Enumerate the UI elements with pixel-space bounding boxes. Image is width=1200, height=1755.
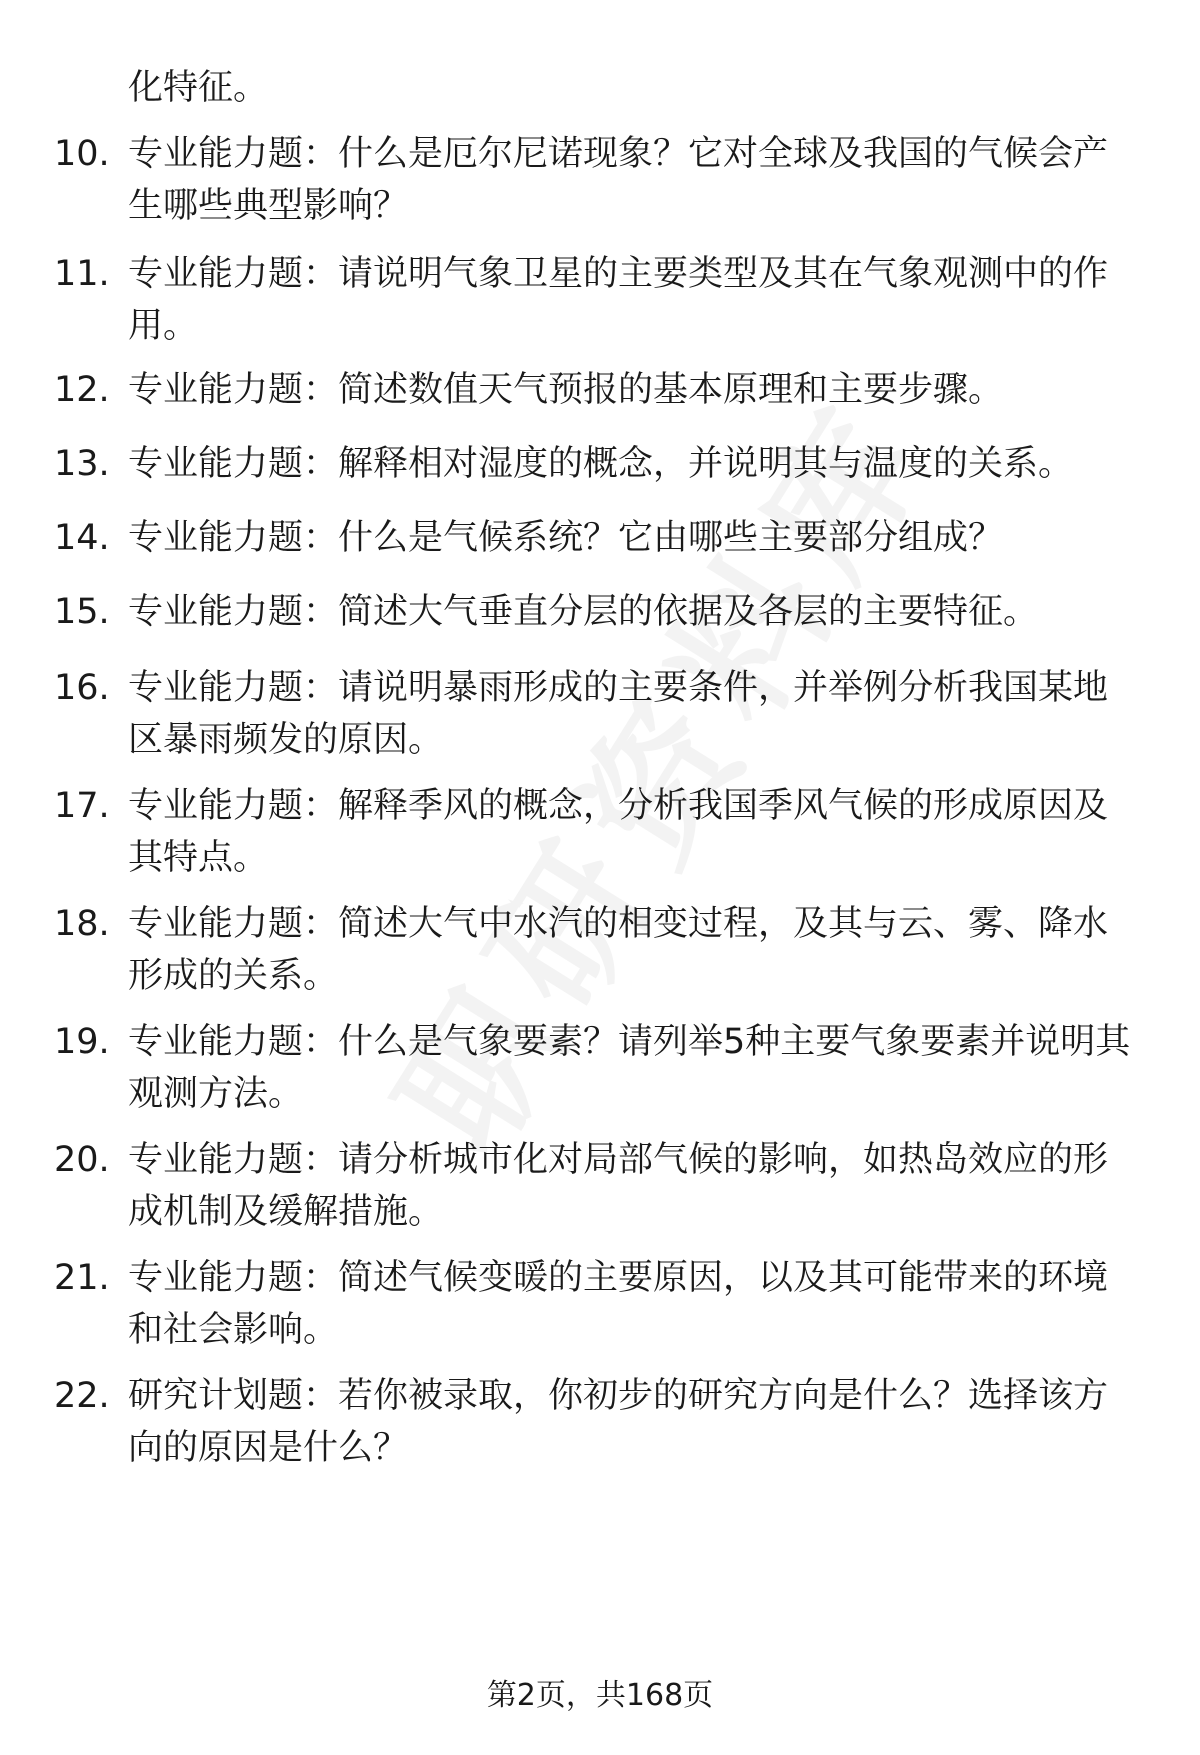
question-text: 专业能力题：请分析城市化对局部气候的影响，如热岛效应的形成机制及缓解措施。 (128, 1140, 1109, 1232)
question-text: 研究计划题：若你被录取，你初步的研究方向是什么？选择该方向的原因是什么？ (128, 1376, 1109, 1468)
continuation-text: 化特征。 (128, 68, 269, 108)
question-number: 13. (54, 444, 110, 484)
question-text: 专业能力题：什么是气候系统？它由哪些主要部分组成？ (128, 518, 1004, 558)
question-text: 专业能力题：什么是气象要素？请列举5种主要气象要素并说明其观测方法。 (128, 1022, 1131, 1114)
question-number: 10. (54, 134, 110, 174)
question-number: 17. (54, 786, 110, 826)
question-number: 19. (54, 1022, 110, 1062)
question-text: 专业能力题：请说明暴雨形成的主要条件，并举例分析我国某地区暴雨频发的原因。 (128, 668, 1109, 760)
question-text: 专业能力题：简述气候变暖的主要原因，以及其可能带来的环境和社会影响。 (128, 1258, 1109, 1350)
question-text: 专业能力题：简述大气中水汽的相变过程，及其与云、雾、降水形成的关系。 (128, 904, 1109, 996)
question-text: 专业能力题：什么是厄尔尼诺现象？它对全球及我国的气候会产生哪些典型影响？ (128, 134, 1109, 226)
question-text: 专业能力题：请说明气象卫星的主要类型及其在气象观测中的作用。 (128, 254, 1109, 346)
question-text: 专业能力题：解释季风的概念，分析我国季风气候的形成原因及其特点。 (128, 786, 1109, 878)
question-number: 15. (54, 592, 110, 632)
question-text: 专业能力题：简述数值天气预报的基本原理和主要步骤。 (128, 370, 1004, 410)
question-number: 18. (54, 904, 110, 944)
question-number: 11. (54, 254, 110, 294)
question-text: 专业能力题：解释相对湿度的概念，并说明其与温度的关系。 (128, 444, 1074, 484)
page-number: 第2页，共168页 (486, 1678, 714, 1713)
question-text: 专业能力题：简述大气垂直分层的依据及各层的主要特征。 (128, 592, 1039, 632)
question-number: 20. (54, 1140, 110, 1180)
question-number: 14. (54, 518, 110, 558)
question-number: 22. (54, 1376, 110, 1416)
question-number: 21. (54, 1258, 110, 1298)
question-number: 12. (54, 370, 110, 410)
question-number: 16. (54, 668, 110, 708)
